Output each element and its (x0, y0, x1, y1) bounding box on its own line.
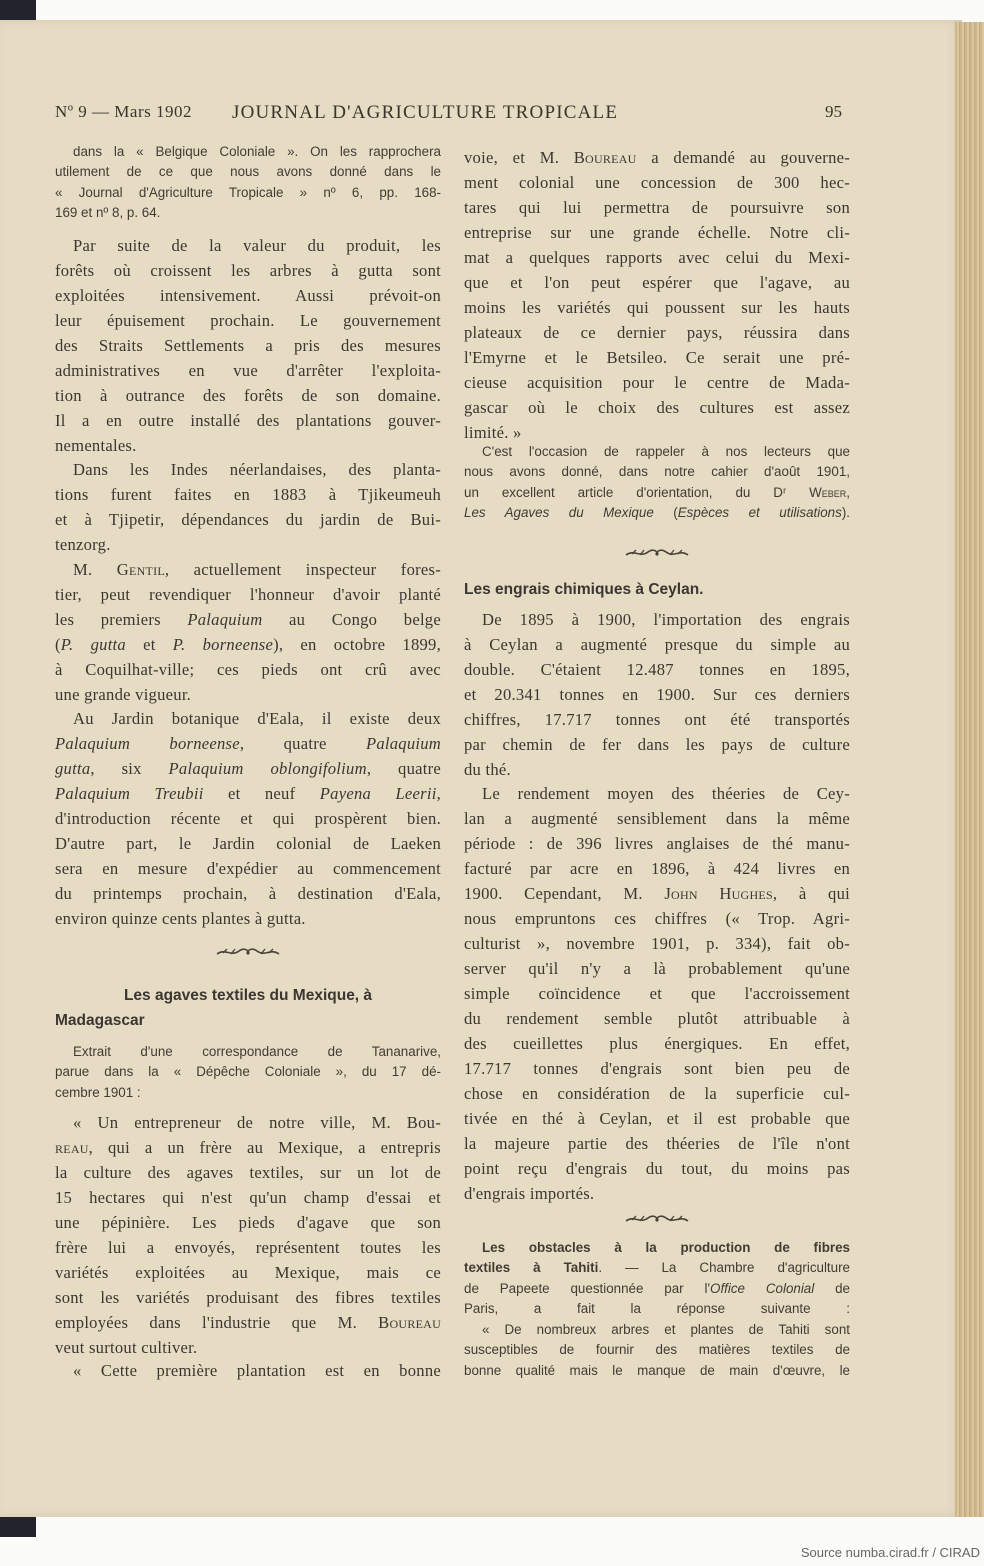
text-run: facturé par acre en 1896, à 424 livres en (464, 859, 850, 878)
text-run: Extrait d'une correspondance de Tananarive, (73, 1044, 441, 1059)
text-line (55, 856, 441, 881)
text-run: nous empruntons ces chiffres (« Trop. Agri- (464, 909, 850, 928)
section-heading-line (55, 983, 441, 1008)
text-line (464, 1056, 850, 1081)
text-line (464, 906, 850, 931)
source-credit: Source numba.cirad.fr / CIRAD (800, 1545, 980, 1560)
text-line (464, 1156, 850, 1181)
text-line (464, 295, 850, 320)
text-run: mat a quelques rapports avec celui du Mexi- (464, 248, 850, 267)
text-run: Il a en outre installé des plantations gouver- (55, 411, 441, 430)
text-line (464, 483, 850, 503)
text-run: Les agaves textiles du Mexique, à (123, 987, 373, 1004)
text-run: lan a augmenté sensiblement dans la même (464, 809, 850, 828)
text-line (464, 1006, 850, 1031)
text-run: à Coquilhat-ville; ces pieds ont crû avec (55, 660, 441, 679)
text-run: tions furent faites en 1883 à Tjikeumeuh (55, 485, 441, 504)
text-run: , (436, 784, 441, 803)
text-line (464, 503, 850, 523)
text-line (464, 1299, 850, 1319)
text-run: veut surtout cultiver. (55, 1338, 198, 1357)
text-run: dans la « Belgique Coloniale ». On les rapprochera (73, 144, 441, 159)
bold-run: Les obstacles à la production de fibres (482, 1240, 850, 1255)
text-run: d'engrais importés. (464, 1184, 595, 1203)
page-number: 95 (825, 102, 842, 121)
section-heading-line (55, 1008, 441, 1033)
text-run: culturist », novembre 1901, p. 334), fait ob- (464, 934, 850, 953)
text-run: « Cette première plantation est en bonne (73, 1361, 441, 1380)
text-line (55, 358, 441, 383)
text-run: et (125, 635, 173, 654)
text-line (464, 1361, 850, 1381)
text-run: la majeure partie des théeries de l'île n'ont (464, 1134, 850, 1153)
text-run: à Ceylan a augmenté presque du simple au (464, 635, 850, 654)
running-header-journal-title: JOURNAL D'AGRICULTURE TROPICALE (232, 102, 619, 123)
text-run: De 1895 à 1900, l'importation des engrais (482, 610, 850, 629)
text-run: D'autre part, le Jardin colonial de Laeken (55, 834, 441, 853)
text-line (55, 408, 441, 433)
text-run: bonne qualité mais le manque de main d'œuvre, le (464, 1363, 850, 1378)
text-run: parue dans la « Dépêche Coloniale », du 17 dé- (55, 1064, 441, 1079)
text-line (55, 482, 441, 507)
text-line (55, 1160, 441, 1185)
text-line (55, 233, 441, 258)
text-line (55, 1185, 441, 1210)
text-run: susceptibles de fournir des matières textiles de (464, 1342, 850, 1357)
text-line (464, 981, 850, 1006)
scan-corner-top (0, 0, 36, 21)
text-line (464, 220, 850, 245)
text-line (55, 582, 441, 607)
bold-run: textiles à Tahiti (464, 1260, 599, 1275)
text-line (55, 632, 441, 657)
text-run: Les engrais chimiques à Ceylan. (464, 581, 704, 598)
text-line (55, 1135, 441, 1160)
text-line (55, 607, 441, 632)
text-line (55, 806, 441, 831)
text-run: , quatre (366, 759, 441, 778)
text-line (464, 1320, 850, 1340)
text-run: double. C'étaient 12.487 tonnes en 1895, (464, 660, 850, 679)
text-line (55, 731, 441, 756)
text-line (464, 657, 850, 682)
text-line (55, 831, 441, 856)
text-line (464, 1131, 850, 1156)
text-run: voie, et M. (464, 148, 574, 167)
text-run: d'introduction récente et qui prospèrent bien. (55, 809, 441, 828)
text-line (55, 1310, 441, 1335)
text-run: une grande vigueur. (55, 685, 192, 704)
text-line (464, 682, 850, 707)
text-line (464, 806, 850, 831)
text-run: tenzorg. (55, 535, 111, 554)
text-run: tivée en thé à Ceylan, et il est probable que (464, 1109, 850, 1128)
text-line (55, 756, 441, 781)
italic-run: Palaquium oblongifolium (168, 759, 367, 778)
text-line (464, 856, 850, 881)
text-run: chiffres, 17.717 tonnes ont été transportés (464, 710, 850, 729)
text-line (464, 370, 850, 395)
running-header-issue: Nº 9 — Mars 1902 (55, 102, 192, 121)
text-run: , actuellement inspecteur fores- (164, 560, 442, 579)
text-run: Paris, a fait la réponse suivante : (464, 1301, 850, 1316)
italic-run: Palaquium (365, 734, 442, 753)
text-run: tier, peut revendiquer l'honneur d'avoir planté (55, 585, 441, 604)
text-line (55, 781, 441, 806)
text-run: cembre 1901 : (55, 1085, 141, 1100)
text-line (464, 1279, 850, 1299)
text-run: simple coïncidence et que l'accroissement (464, 984, 850, 1003)
text-run: gascar où le choix des cultures est assez (464, 398, 850, 417)
text-run: variétés exploitées au Mexique, mais ce (55, 1263, 441, 1282)
text-line (55, 333, 441, 358)
text-run: 17.717 tonnes d'engrais sont bien peu de (464, 1059, 850, 1078)
text-line (464, 781, 850, 806)
text-line (55, 1285, 441, 1310)
text-run: « Un entrepreneur de notre ville, M. Bou- (73, 1113, 441, 1132)
italic-run: P. borneense (172, 635, 274, 654)
text-run: exploitées intensivement. Aussi prévoit-on (55, 286, 441, 305)
text-run: Par suite de la valeur du produit, les (73, 236, 441, 255)
small-caps-name: Boureau (573, 148, 637, 167)
text-run: cieuse acquisition pour le centre de Mada- (464, 373, 850, 392)
text-run: utilement de ce que nous avons donné dans le (55, 164, 441, 179)
text-run: . — La Chambre d'agriculture (598, 1260, 851, 1275)
text-line (55, 657, 441, 682)
small-caps-name: Gentil (116, 560, 165, 579)
text-line (464, 1238, 850, 1258)
text-run: limité. » (464, 423, 522, 442)
text-run: et à Tjipetir, dépendances du jardin de Bui- (55, 510, 441, 529)
text-line (55, 1235, 441, 1260)
text-run: ment colonial une concession de 300 hec- (464, 173, 850, 192)
text-run: entreprise sur une grande échelle. Notre cli- (464, 223, 850, 242)
text-run: du thé. (464, 760, 511, 779)
text-line (55, 203, 441, 223)
text-run: M. (73, 560, 117, 579)
text-run: a demandé au gouverne- (636, 148, 851, 167)
text-run: employées dans l'industrie que M. (55, 1313, 379, 1332)
text-run: Madagascar (55, 1012, 145, 1029)
italic-run: Office Colonial (710, 1281, 815, 1296)
text-line (55, 1083, 441, 1103)
text-run: C'est l'occasion de rappeler à nos lecteurs que (482, 444, 850, 459)
ornament-flourish-icon (622, 1212, 692, 1226)
text-line (464, 732, 850, 757)
small-caps-name: John Hughes (664, 884, 773, 903)
text-run: , quatre (239, 734, 366, 753)
text-line (464, 831, 850, 856)
text-run: la culture des agaves textiles, sur un lot de (55, 1163, 441, 1182)
text-run: les premiers (55, 610, 188, 629)
text-run: période : de 396 livres anglaises de thé manu- (464, 834, 850, 853)
text-run: Le rendement moyen des théeries de Cey- (482, 784, 850, 803)
section-heading-line (464, 577, 850, 602)
text-run: sera en mesure d'expédier au commencement (55, 859, 441, 878)
text-line (464, 1031, 850, 1056)
text-line (464, 170, 850, 195)
text-line (464, 462, 850, 482)
text-line (464, 707, 850, 732)
text-line (464, 1081, 850, 1106)
italic-run: Espèces et utilisations (677, 505, 842, 520)
text-run: sont les variétés produisant des fibres textiles (55, 1288, 441, 1307)
text-run: , six (90, 759, 169, 778)
text-line (55, 1260, 441, 1285)
text-line (464, 270, 850, 295)
text-run: forêts où croissent les arbres à gutta sont (55, 261, 441, 280)
text-line (464, 245, 850, 270)
text-line (464, 607, 850, 632)
text-line (55, 433, 441, 458)
text-run: l'Emyrne et le Betsileo. Ce serait une pré- (464, 348, 850, 367)
text-run: 169 et nº 8, p. 64. (55, 205, 161, 220)
small-caps-name: Weber (809, 485, 847, 500)
text-line (55, 383, 441, 408)
text-line (55, 706, 441, 731)
text-run: nous avons donné, dans notre cahier d'août 1901, (464, 464, 850, 479)
text-line (464, 632, 850, 657)
text-line (464, 757, 850, 782)
text-line (464, 1340, 850, 1360)
text-line (55, 308, 441, 333)
text-run: ), en octobre 1899, (273, 635, 442, 654)
text-run: server qu'il n'y a là probablement qu'une (464, 959, 850, 978)
text-run: ( (653, 505, 678, 520)
text-run: « De nombreux arbres et plantes de Tahiti sont (482, 1322, 850, 1337)
text-line (464, 345, 850, 370)
text-line (464, 195, 850, 220)
text-line (55, 682, 441, 707)
text-line (55, 1335, 441, 1360)
text-run: point reçu d'engrais du tout, du moins pas (464, 1159, 850, 1178)
text-run: , qui a un frère au Mexique, a entrepris (88, 1138, 441, 1157)
scan-corner-bottom (0, 1515, 36, 1537)
text-line (464, 320, 850, 345)
text-line (464, 442, 850, 462)
text-line (55, 881, 441, 906)
text-run: 1900. Cependant, M. (464, 884, 665, 903)
text-line (464, 1106, 850, 1131)
text-line (55, 258, 441, 283)
italic-run: Les Agaves du Mexique (464, 505, 654, 520)
italic-run: gutta (55, 759, 91, 778)
text-run: de (814, 1281, 850, 1296)
page-edge (955, 22, 984, 1517)
text-run: environ quinze cents plantes à gutta. (55, 909, 306, 928)
italic-run: P. gutta (60, 635, 126, 654)
italic-run: Palaquium borneense (55, 734, 240, 753)
text-run: tion à outrance des forêts de son domaine. (55, 386, 441, 405)
text-line (464, 145, 850, 170)
text-line (55, 557, 441, 582)
text-line (55, 183, 441, 203)
text-run: une pépinière. Les pieds d'agave que son (55, 1213, 441, 1232)
text-run: de Papeete questionnée par l' (464, 1281, 711, 1296)
text-line (55, 457, 441, 482)
text-line (55, 906, 441, 931)
text-run: chose en considération de la superficie cul- (464, 1084, 850, 1103)
text-run: Dans les Indes néerlandaises, des planta- (73, 460, 441, 479)
text-run: ( (55, 635, 61, 654)
text-line (464, 881, 850, 906)
italic-run: Payena Leerii (319, 784, 437, 803)
ornament-flourish-icon (622, 546, 692, 560)
text-line (55, 532, 441, 557)
text-run: du rendement semble plutôt attribuable à (464, 1009, 850, 1028)
text-line (55, 1042, 441, 1062)
text-run: ). (841, 505, 850, 520)
text-run: des cueillettes plus énergiques. En effet, (464, 1034, 850, 1053)
text-line (55, 507, 441, 532)
text-run: « Journal d'Agriculture Tropicale » nº 6, pp. 168- (55, 185, 441, 200)
text-run: des Straits Settlements a pris des mesures (55, 336, 441, 355)
text-line (55, 142, 441, 162)
text-line (464, 1181, 850, 1206)
text-run: que et l'on peut espérer que l'agave, au (464, 273, 850, 292)
text-run: et 20.341 tonnes en 1900. Sur ces derniers (464, 685, 850, 704)
text-run: un excellent article d'orientation, du Dʳ (464, 485, 810, 500)
small-caps-name: Boureau (378, 1313, 441, 1332)
text-line (55, 162, 441, 182)
text-line (55, 283, 441, 308)
text-line (464, 956, 850, 981)
text-run: et neuf (203, 784, 320, 803)
text-line (55, 1358, 441, 1383)
text-run: Au Jardin botanique d'Eala, il existe deux (73, 709, 441, 728)
text-line (464, 931, 850, 956)
text-run: tares qui lui permettra de poursuivre son (464, 198, 850, 217)
text-run: nementales. (55, 436, 137, 455)
text-run: par chemin de fer dans les pays de culture (464, 735, 850, 754)
italic-run: Palaquium (187, 610, 263, 629)
text-run: frère lui a envoyés, représentent toutes les (55, 1238, 441, 1257)
text-line (464, 1258, 850, 1278)
text-run: plateaux de ce dernier pays, réussira dans (464, 323, 850, 342)
text-run: moins les variétés qui poussent sur les hauts (464, 298, 850, 317)
text-line (464, 395, 850, 420)
italic-run: Palaquium Treubii (55, 784, 204, 803)
text-run: du printemps prochain, à destination d'Eala, (55, 884, 441, 903)
text-line (55, 1110, 441, 1135)
text-run: au Congo belge (262, 610, 441, 629)
small-caps-name: reau (55, 1138, 89, 1157)
text-run: , (846, 485, 850, 500)
ornament-flourish-icon (213, 945, 283, 959)
text-run: administratives en vue d'arrêter l'exploita- (55, 361, 441, 380)
text-line (55, 1062, 441, 1082)
text-line (55, 1210, 441, 1235)
text-run: , à qui (772, 884, 851, 903)
text-run: 15 hectares qui n'est qu'un champ d'essai et (55, 1188, 441, 1207)
text-run: leur épuisement prochain. Le gouvernement (55, 311, 441, 330)
